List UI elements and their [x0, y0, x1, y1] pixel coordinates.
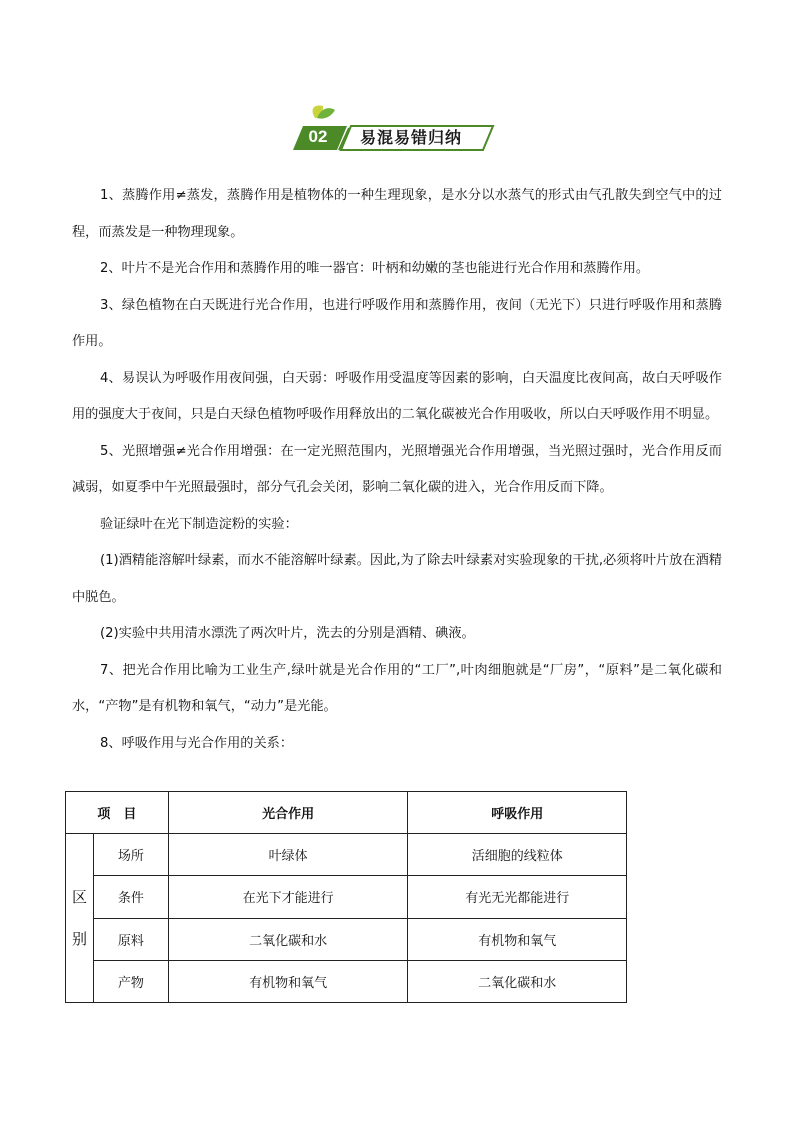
header-photosynthesis: 光合作用: [168, 792, 408, 834]
cell-respiration: 有机物和氧气: [408, 918, 627, 960]
cell-photosynthesis: 在光下才能进行: [168, 876, 408, 918]
row-label: 场所: [93, 834, 168, 876]
group-label-char-1: 区: [71, 888, 87, 907]
row-label: 产物: [93, 960, 168, 1002]
table-row: [66, 876, 627, 918]
table-row: [66, 834, 627, 876]
group-label-difference: [66, 834, 94, 1003]
paragraph-8: 8、呼吸作用与光合作用的关系：: [100, 735, 294, 751]
table-header-row: [66, 792, 627, 834]
paragraph-4: 4、易误认为呼吸作用夜间强，白天弱：呼吸作用受温度等因素的影响，白天温度比夜间高，故白天呼吸作用的强度大于夜间，只是白天绿色植物呼吸作用释放出的二氧化碳被光合作用吸收，所以白天呼吸作用不明显。: [72, 370, 722, 422]
row-label: 条件: [93, 876, 168, 918]
row-label: 原料: [93, 918, 168, 960]
cell-photosynthesis: 二氧化碳和水: [168, 918, 408, 960]
paragraph-experiment-2: (2)实验中共用清水漂洗了两次叶片，洗去的分别是酒精、碘液。: [100, 626, 475, 641]
cell-photosynthesis: 叶绿体: [168, 834, 408, 876]
header-item: 项 目: [66, 792, 169, 834]
paragraph-experiment-1: (1)酒精能溶解叶绿素，而水不能溶解叶绿素。因此,为了除去叶绿素对实验现象的干扰,必须将叶片放在酒精中脱色。: [72, 553, 722, 605]
paragraph-2: 2、叶片不是光合作用和蒸腾作用的唯一器官：叶柄和幼嫩的茎也能进行光合作用和蒸腾作用。: [100, 261, 650, 276]
paragraph-7: 7、把光合作用比喻为工业生产,绿叶就是光合作用的“工厂”,叶肉细胞就是“厂房”，“原料”是二氧化碳和水，“产物”是有机物和氧气，“动力”是光能。: [72, 662, 722, 714]
content-body: [72, 178, 722, 762]
cell-respiration: 活细胞的线粒体: [408, 834, 627, 876]
table-row: [66, 960, 627, 1002]
paragraph-3: 3、绿色植物在白天既进行光合作用，也进行呼吸作用和蒸腾作用，夜间（无光下）只进行呼吸作用和蒸腾作用。: [72, 297, 722, 349]
paragraph-1: 1、蒸腾作用≠蒸发，蒸腾作用是植物体的一种生理现象，是水分以水蒸气的形式由气孔散失到空气中的过程，而蒸发是一种物理现象。: [72, 188, 722, 240]
group-label-char-2: 别: [71, 930, 87, 949]
table-row: [66, 918, 627, 960]
cell-respiration: 有光无光都能进行: [408, 876, 627, 918]
comparison-table: [65, 791, 627, 1003]
paragraph-experiment-heading: 验证绿叶在光下制造淀粉的实验：: [100, 516, 298, 532]
section-number: 02: [308, 127, 328, 146]
paragraph-5: 5、光照增强≠光合作用增强：在一定光照范围内，光照增强光合作用增强，当光照过强时，光合作用反而减弱，如夏季中午光照最强时，部分气孔会关闭，影响二氧化碳的进入，光合作用反而下降。: [72, 443, 722, 495]
cell-respiration: 二氧化碳和水: [408, 960, 627, 1002]
cell-photosynthesis: 有机物和氧气: [168, 960, 408, 1002]
header-respiration: 呼吸作用: [408, 792, 627, 834]
section-title: 易混易错归纳: [360, 128, 463, 147]
